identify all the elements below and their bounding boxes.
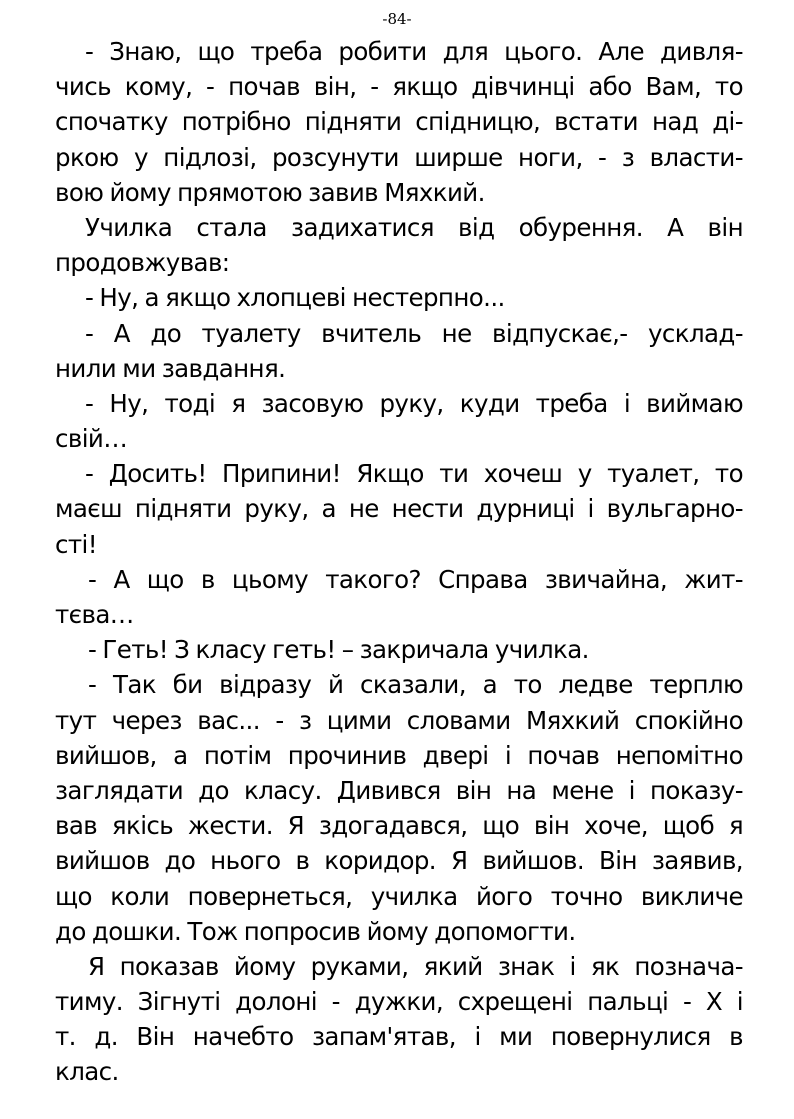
text-line: маєш підняти руку, а не нести дурниці і вульгарно-	[55, 494, 743, 524]
text-line: до дошки. Тож попросив йому допомогти.	[55, 916, 576, 946]
text-line: продовжував:	[55, 248, 230, 278]
text-line: спочатку потрібно підняти спідницю, встати над ді-	[55, 107, 743, 137]
text-line: Я показав йому руками, який знак і як познача-	[88, 951, 743, 981]
text-line: сті!	[55, 529, 97, 559]
text-line: - Так би відразу й сказали, а то ледве терплю	[88, 670, 743, 700]
text-line: клас.	[55, 1057, 119, 1087]
text-line: - Ну, тоді я засовую руку, куди треба і виймаю	[85, 388, 743, 418]
text-line: - Досить! Припини! Якщо ти хочеш у туалет, то	[85, 459, 743, 489]
text-line: тут через вас... - з цими словами Мяхкий спокійно	[55, 705, 743, 735]
text-line: - А до туалету вчитель не відпускає,- усклад-	[85, 318, 743, 348]
text-line: т. д. Він начебто запам'ятав, і ми повернулися в	[55, 1022, 743, 1052]
text-line: - А що в цьому такого? Справа звичайна, жит-	[88, 564, 743, 594]
text-line: - Знаю, що треба робити для цього. Але дивля-	[85, 37, 743, 66]
text-line: свій…	[55, 424, 128, 454]
text-line: вою йому прямотою завив Мяхкий.	[55, 177, 485, 207]
text-line: нили ми завдання.	[55, 353, 286, 383]
text-line: тєва…	[55, 600, 134, 629]
page-number: -84-	[382, 10, 412, 28]
text-line: - Ну, а якщо хлопцеві нестерпно...	[85, 283, 505, 313]
text-line: ркою у підлозі, розсунути ширше ноги, - з власти-	[55, 142, 743, 172]
text-line: вийшов, а потім прочинив двері і почав непомітно	[55, 740, 743, 770]
text-line: - Геть! З класу геть! – закричала училка.	[88, 635, 589, 665]
text-line: Училка стала задихатися від обурення. А він	[85, 212, 743, 242]
text-line: тиму. Зігнуті долоні - дужки, схрещені пальці - Х і	[55, 987, 743, 1017]
text-body	[55, 34, 743, 1090]
text-line: заглядати до класу. Дивився він на мене і показу-	[55, 775, 743, 805]
text-line: що коли повернеться, училка його точно викличе	[55, 881, 743, 911]
text-line: вав якісь жести. Я здогадався, що він хоче, щоб я	[55, 811, 743, 841]
text-line: чись кому, - почав він, - якщо дівчинці або Вам, то	[55, 72, 743, 102]
text-line: вийшов до нього в коридор. Я вийшов. Він заявив,	[55, 846, 743, 876]
